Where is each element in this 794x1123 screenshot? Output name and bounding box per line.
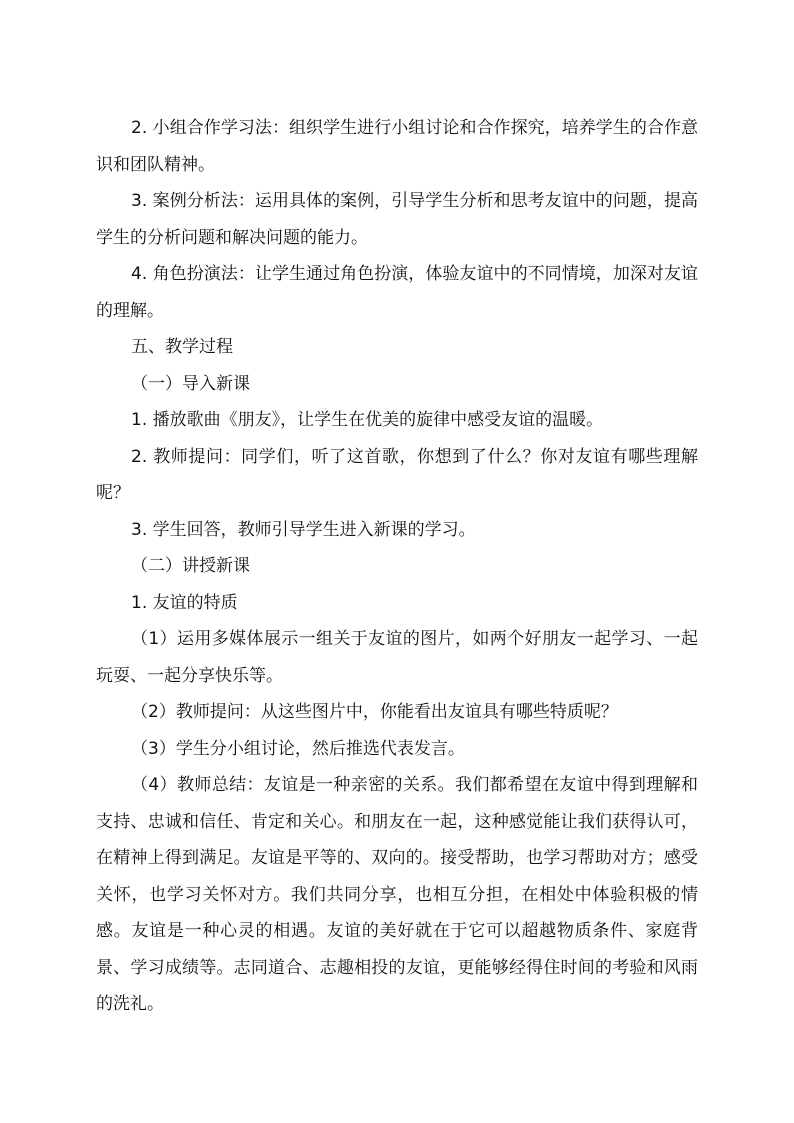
- item-heading-friendship-traits: 1. 友谊的特质: [131, 592, 238, 613]
- paragraph-traits-step-3: （3）学生分小组讨论，然后推选代表发言。: [131, 738, 465, 759]
- paragraph-traits-step-1: （1）运用多媒体展示一组关于友谊的图片，如两个好朋友一起学习、一起玩耍、一起分享快乐等。: [96, 629, 698, 686]
- subsection-heading-intro: （一）导入新课: [131, 373, 250, 394]
- paragraph-method-case-analysis: 3. 案例分析法：运用具体的案例，引导学生分析和思考友谊中的问题，提高学生的分析问题和解决问题的能力。: [96, 191, 698, 248]
- paragraph-intro-question: 2. 教师提问：同学们，听了这首歌，你想到了什么？你对友谊有哪些理解呢？: [96, 446, 698, 503]
- subsection-heading-new-lesson: （二）讲授新课: [131, 556, 250, 576]
- document-body: [96, 110, 698, 1023]
- paragraph-traits-step-2: （2）教师提问：从这些图片中，你能看出友谊具有哪些特质呢？: [131, 702, 618, 722]
- paragraph-intro-answer: 3. 学生回答，教师引导学生进入新课的学习。: [131, 519, 476, 540]
- paragraph-intro-song: 1. 播放歌曲《朋友》，让学生在优美的旋律中感受友谊的温暖。: [131, 410, 604, 430]
- section-heading-teaching-process: 五、教学过程: [131, 337, 233, 357]
- paragraph-method-role-play: 4. 角色扮演法：让学生通过角色扮演，体验友谊中的不同情境，加深对友谊的理解。: [96, 264, 698, 321]
- paragraph-traits-step-4: （4）教师总结：友谊是一种亲密的关系。我们都希望在友谊中得到理解和支持、忠诚和信任、肯定和关心。和朋友在一起，这种感觉能让我们获得认可，在精神上得到满足。友谊是平等的、双向的。接受帮助，也学习帮助对方；感受关怀，也学习关怀对方。我们共同分享，也相互分担，在相处中体验积极的情感。友谊是一种心灵的相遇。友谊的美好就在于它可以超越物质条件、家庭背景、学习成绩等。志同道合、志趣相投的友谊，更能够经得住时间的考验和风雨的洗礼。: [96, 775, 698, 1014]
- paragraph-method-group-learning: 2. 小组合作学习法：组织学生进行小组讨论和合作探究，培养学生的合作意识和团队精神。: [96, 118, 698, 175]
